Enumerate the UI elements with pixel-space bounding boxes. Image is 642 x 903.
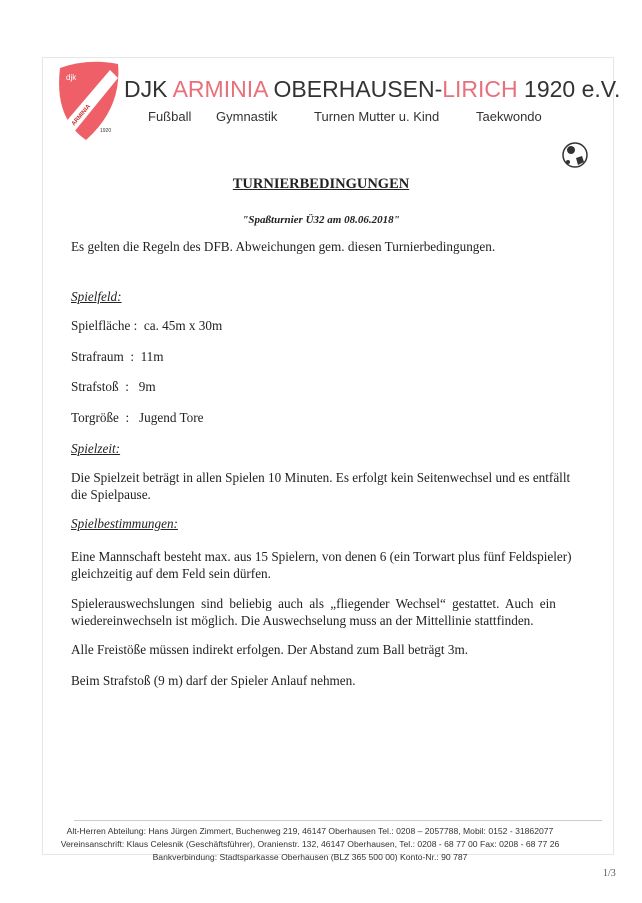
club-name-part: 1920 e.V. [517, 76, 621, 102]
spielzeit-line: Die Spielzeit beträgt in allen Spielen 10 Minuten. Es erfolgt kein Seitenwechsel und es entfällt [71, 470, 571, 485]
footer-line: Bankverbindung: Stadtsparkasse Oberhausen (BLZ 365 500 00) Konto-Nr.: 90 787 [152, 852, 468, 862]
club-name-part: OBERHAUSEN- [267, 76, 443, 102]
footer-line: Alt-Herren Abteilung: Hans Jürgen Zimmert, Buchenweg 219, 46147 Oberhausen Tel.: 0208 – 2057788, Mobil: 0152 - 31862077 [66, 826, 554, 836]
rule-line: Eine Mannschaft besteht max. aus 15 Spielern, von denen 6 (ein Torwart plus fünf Feldspieler) [71, 549, 572, 564]
department-gymnastik: Gymnastik [216, 109, 278, 124]
page-number: 1/3 [603, 868, 616, 879]
svg-text:1920: 1920 [100, 128, 112, 134]
spielfeld-line: Spielfläche : ca. 45m x 30m [71, 318, 223, 333]
department-fussball: Fußball [148, 109, 192, 124]
club-name-part: DJK [124, 76, 173, 102]
spielfeld-line: Strafraum : 11m [71, 349, 164, 364]
department-taekwondo: Taekwondo [476, 109, 542, 124]
rule-line: wiedereinwechseln ist möglich. Die Auswechselung muss an der Mittellinie stattfinden. [71, 613, 534, 628]
spielfeld-line: Strafstoß : 9m [71, 379, 156, 394]
section-heading-spielbestimmungen: Spielbestimmungen: [71, 516, 178, 531]
club-logo-icon [52, 58, 124, 142]
rule-line: Alle Freistöße müssen indirekt erfolgen. Der Abstand zum Ball beträgt 3m. [71, 642, 469, 657]
club-name-part: LIRICH [442, 76, 518, 102]
footer-line: Vereinsanschrift: Klaus Celesnik (Geschäftsführer), Oranienstr. 132, 46147 Oberhausen, Tel.: 0208 - 68 77 00 Fax: 0208 - 68 77 26 [60, 839, 560, 849]
spielfeld-line: Torgröße : Jugend Tore [71, 410, 204, 425]
section-heading-spielfeld: Spielfeld: [71, 289, 122, 304]
section-heading-spielzeit: Spielzeit: [71, 441, 121, 456]
svg-text:djk: djk [66, 73, 77, 82]
document-subtitle: "Spaßturnier Ü32 am 08.06.2018" [242, 214, 400, 226]
intro-text: Es gelten die Regeln des DFB. Abweichungen gem. diesen Turnierbedingungen. [71, 239, 496, 254]
club-name [124, 76, 620, 103]
rule-line: Spielerauswechslungen sind beliebig auch als „fliegender Wechsel“ gestattet. Auch ein [71, 596, 556, 611]
department-turnen: Turnen Mutter u. Kind [314, 109, 440, 124]
soccer-ball-icon [560, 138, 590, 170]
svg-text:ARMINIA: ARMINIA [70, 103, 93, 128]
rule-line: gleichzeitig auf dem Feld sein dürfen. [71, 566, 271, 581]
spielzeit-line: die Spielpause. [71, 487, 151, 502]
footer-divider [74, 820, 602, 821]
document-title: TURNIERBEDINGUNGEN [232, 176, 410, 192]
rule-line: Beim Strafstoß (9 m) darf der Spieler Anlauf nehmen. [71, 673, 356, 688]
club-name-part: ARMINIA [172, 76, 268, 102]
